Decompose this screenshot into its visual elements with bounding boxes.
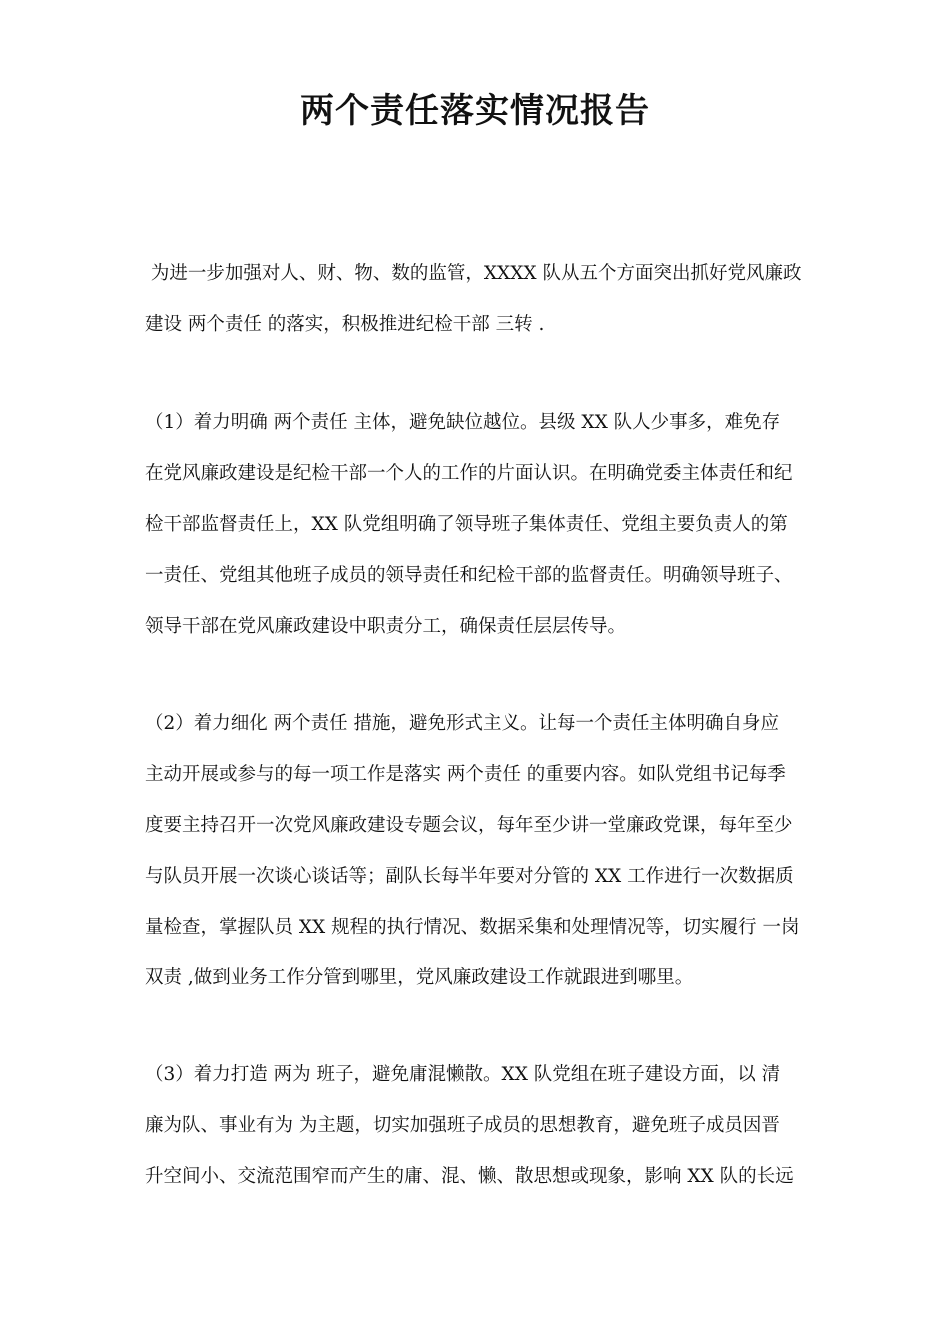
paragraph-2-line-4: 一责任、党组其他班子成员的领导责任和纪检干部的监督责任。明确领导班子、 [145,565,793,586]
paragraph-4-line-2: 廉为队、事业有为 为主题，切实加强班子成员的思想教育，避免班子成员因晋 [145,1115,780,1136]
document-title: 两个责任落实情况报告 [300,91,650,131]
paragraph-3-line-6: 双责 ,做到业务工作分管到哪里，党风廉政建设工作就跟进到哪里。 [145,967,694,988]
paragraph-3-line-5: 量检查，掌握队员 XX 规程的执行情况、数据采集和处理情况等，切实履行 一岗 [145,917,800,938]
paragraph-3-line-1: （2）着力细化 两个责任 措施，避免形式主义。让每一个责任主体明确自身应 [145,713,780,734]
paragraph-2-line-2: 在党风廉政建设是纪检干部一个人的工作的片面认识。在明确党委主体责任和纪 [145,463,793,484]
paragraph-1-line-2: 建设 两个责任 的落实，积极推进纪检干部 三转 . [145,314,545,335]
paragraph-2-line-1: （1）着力明确 两个责任 主体，避免缺位越位。县级 XX 队人少事多，难免存 [145,412,781,433]
paragraph-3-line-2: 主动开展或参与的每一项工作是落实 两个责任 的重要内容。如队党组书记每季 [145,764,786,785]
paragraph-3-line-4: 与队员开展一次谈心谈话等；副队长每半年要对分管的 XX 工作进行一次数据质 [145,866,794,887]
paragraph-4-line-1: （3）着力打造 两为 班子，避免庸混懒散。XX 队党组在班子建设方面，以 清 [145,1064,781,1085]
paragraph-2-line-3: 检干部监督责任上，XX 队党组明确了领导班子集体责任、党组主要负责人的第 [145,514,788,535]
paragraph-3-line-3: 度要主持召开一次党风廉政建设专题会议，每年至少讲一堂廉政党课，每年至少 [145,815,793,836]
paragraph-1-line-1: 为进一步加强对人、财、物、数的监管，XXXX 队从五个方面突出抓好党风廉政 [145,263,802,284]
paragraph-2-line-5: 领导干部在党风廉政建设中职责分工，确保责任层层传导。 [145,616,627,637]
paragraph-4-line-3: 升空间小、交流范围窄而产生的庸、混、懒、散思想或现象，影响 XX 队的长远 [145,1166,794,1187]
